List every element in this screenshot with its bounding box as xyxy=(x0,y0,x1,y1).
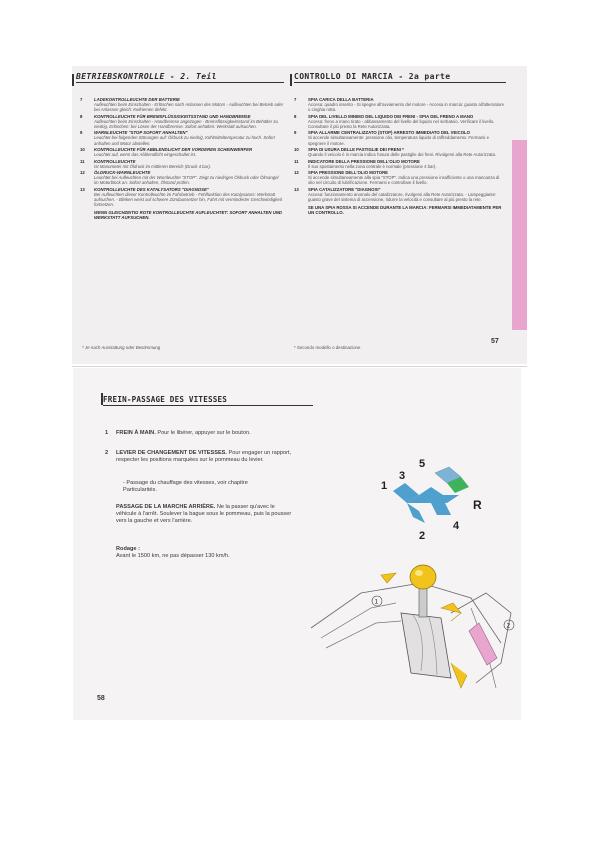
pink-section-tab xyxy=(512,140,527,330)
section-marche-arriere xyxy=(116,504,296,524)
left-column xyxy=(76,72,284,221)
item-heading: SPIA DI USURA DELLE PASTIGLIE DEI FRENI * xyxy=(308,147,404,153)
title-marker-left xyxy=(72,74,74,86)
item-heading: SPIA PRESSIONE DELL'OLIO MOTORE xyxy=(308,170,389,176)
list-item xyxy=(80,159,284,169)
list-item xyxy=(80,170,284,185)
item-number: 11 xyxy=(80,158,85,164)
item-body: Ist Manometer mit Öldruck im mittleren Bereich (Druck 4 bar). xyxy=(94,163,211,169)
list-item xyxy=(294,97,506,112)
gear-label-4: 4 xyxy=(453,520,460,532)
right-note: SE UNA SPIA ROSSA SI ACCENDE DURANTE LA MARCIA: FERMARSI IMMEDIATAMENTE PER UN CONTROLLO. xyxy=(308,205,502,216)
bottom-page xyxy=(73,368,521,720)
top-page xyxy=(72,66,527,364)
right-item-list xyxy=(294,97,506,202)
item-body: Si accende simultaneamente alla spia "STOP". Indica una pressione insufficiente o una mancanza di olio nel circuito di lubrificazione. Fermarsi e controllare il livello. xyxy=(308,175,500,186)
item-heading: ÖLDRUCK-WARNLEUCHTE xyxy=(94,170,151,176)
section-body: Pour engager un rapport, respecter les positions marquées sur le pommeau du levier. xyxy=(116,450,292,463)
item-number: 9 xyxy=(294,130,297,136)
right-section-title: CONTROLLO DI MARCIA - 2a parte xyxy=(294,72,506,83)
item-body: Il suo spostamento nella zona centrale è normale (pressione 4 bar). xyxy=(308,163,437,169)
item-body: Accesa: quadro inserito - Si spegne all'avviamento del motore - Accesa in marcia: guasto all'alternatore o cinghia rotta. xyxy=(308,102,505,113)
list-item xyxy=(80,130,284,145)
item-number: 10 xyxy=(80,147,85,153)
section-head: LEVIER DE CHANGEMENT DE VITESSES. xyxy=(116,450,227,456)
item-heading: WARNLEUCHTE "STOP SOFORT ANHALTEN" xyxy=(94,130,188,136)
left-footnote: * Je nach Ausstattung oder Bestimmung xyxy=(82,345,161,350)
item-heading: LADEKONTROLLEUCHTE DER BATTERIE xyxy=(94,97,180,102)
callout-1: 1 xyxy=(374,598,379,606)
list-item xyxy=(80,97,284,112)
gear-label-5: 5 xyxy=(419,458,426,470)
item-body: Quando il veicolo è in marcia indica l'usura delle pastiglie dei freni. Rivolgersi alla Rete Autorizzata. xyxy=(308,152,497,158)
left-note: WENN GLEICHZEITIG ROTE KONTROLLEUCHTE AUFLEUCHTET: SOFORT ANHALTEN UND WERKSTATT AUFSUCHEN. xyxy=(94,210,283,221)
section-levier: 2 LEVIER DE CHANGEMENT DE VITESSES. Pour engager un rapport, respecter les positions marquées sur le pommeau du levier. xyxy=(105,450,292,463)
gear-label-1: 1 xyxy=(381,480,388,492)
gear-label-2: 2 xyxy=(419,530,426,542)
list-item xyxy=(80,147,284,157)
item-number: 12 xyxy=(294,170,299,176)
gear-knob xyxy=(410,565,436,589)
right-footnote: * Secondo modello o destinazione xyxy=(294,345,361,350)
list-item xyxy=(80,114,284,129)
item-number: 7 xyxy=(80,97,83,102)
item-body: Leuchtet auf, wenn das Abblendlicht eingeschaltet ist. xyxy=(94,152,197,158)
section-body: Avant le 1500 km, ne pas dépasser 130 km/h. xyxy=(116,552,230,559)
item-number: 13 xyxy=(294,186,299,192)
gear-slot-4 xyxy=(431,503,451,515)
page-number-58: 58 xyxy=(97,695,105,702)
gear-slot-3 xyxy=(419,487,443,495)
list-item xyxy=(294,114,506,129)
item-body: Leuchtet bei folgenden Störungen auf: Öldruck zu niedrig, Kühlmitteltemperatur zu hoch. Sofort anhalten und Motor abstellen. xyxy=(94,135,275,146)
list-item xyxy=(294,147,506,157)
item-heading: SPIA DEL LIVELLO MINIMO DEL LIQUIDO DEI FRENI - SPIA DEL FRENO A MANO xyxy=(308,113,474,119)
bottom-section-title: FREIN-PASSAGE DES VITESSES xyxy=(103,395,313,406)
item-number: 9 xyxy=(80,130,83,136)
item-number: 7 xyxy=(294,97,297,102)
gear-boot xyxy=(401,613,451,678)
console-illustration xyxy=(301,553,521,720)
gear-label-r: R xyxy=(473,498,482,512)
item-number: 10 xyxy=(294,147,299,153)
item-body: Aufleuchten beim Einschalten - Erlöschen nach Anlassen des Motors - Aufleuchten bei Betrieb oder bei Anlassen gleich: Keilriemen defekt. xyxy=(94,102,284,113)
item-body: Si accende simultaneamente: pressione olio, temperatura liquido di raffreddamento. Fermarsi e spegnere il motore. xyxy=(308,135,489,146)
item-body: Accesa: funzionamento anomalo del catalizzatore, rivolgersi alla Rete Autorizzata. - Lampeggiante: guasto grave del sistema di accensione, ridurre la velocità e consultare al più presto la rete. xyxy=(308,191,497,203)
section-head: Rodage : xyxy=(116,546,140,552)
item-body: Aufleuchten beim Einschalten - Handbremse angezogen - Bremsflüssigkeitsstand im Behälter zu niedrig. Erlöschen: bei Lösen der Handbremse. Sofort anhalten: Werkstatt aufsuchen. xyxy=(94,118,278,129)
item-number: 12 xyxy=(80,170,85,176)
page-divider xyxy=(72,366,527,367)
item-heading: KONTROLLEUCHTE DES KATALYSATORS "DIAGNOSE" xyxy=(94,186,209,192)
left-item-list xyxy=(76,97,284,207)
item-number: 8 xyxy=(294,113,297,119)
item-number: 13 xyxy=(80,186,85,192)
list-item xyxy=(294,170,506,185)
handbrake-button xyxy=(469,623,497,665)
section-body: Pour le libérer, appuyer sur le bouton. xyxy=(157,430,251,436)
gear-slot-2 xyxy=(407,503,425,523)
list-item xyxy=(294,130,506,145)
item-heading: SPIA CARICA DELLA BATTERIA xyxy=(308,97,374,102)
left-section-title: BETRIEBSKONTROLLE - 2. Teil xyxy=(76,72,284,83)
title-marker-right xyxy=(290,74,292,86)
section-body: - Passage du chauffage des vitesses, voir chapitre Particularités. xyxy=(123,480,248,493)
list-item xyxy=(294,159,506,169)
gear-pattern-diagram xyxy=(373,443,503,563)
section-rodage xyxy=(116,546,296,560)
item-body: Bei Aufleuchten dieser Kontrolleuchte im Fahrbetrieb - Fehlfunktion des Katalysators: Werkstatt aufsuchen. - Blinken weist auf schwere Zündaussetzer hin, Fahrt mit verminderter Geschwindigkeit fortsetzen. xyxy=(94,191,282,208)
section-body: Ne la passer qu'avec le véhicule à l'arrêt. Soulever la bague sous le pommeau, puis la pousser vers la gauche et vers l'arrière. xyxy=(116,504,292,524)
item-heading: KONTROLLEUCHTE FÜR ABBLENDLICHT DER VORDEREN SCHEINWERFER xyxy=(94,147,253,153)
item-heading: INDICATORE DELLA PRESSIONE DELL'OLIO MOTORE xyxy=(308,158,420,164)
item-number: 11 xyxy=(294,158,299,164)
item-heading: KONTROLLEUCHTE FÜR BREMSFLÜSSIGKEITSSTAND UND HANDBREMSE xyxy=(94,113,251,119)
callout-2: 2 xyxy=(506,622,511,630)
item-number: 8 xyxy=(80,113,83,119)
item-body: Accesa: freno a mano tirato - abbassamento del livello del liquido nel serbatoio. Verificare il livello. Consultare il più presto la Rete Autorizzata. xyxy=(308,118,495,129)
item-heading: SPIA ALLARME CENTRALIZZATO (STOP) ARRESTO IMMEDIATO DEL VEICOLO xyxy=(308,130,471,136)
item-heading: KONTROLLEUCHTE xyxy=(94,158,136,164)
page-number-57: 57 xyxy=(491,338,499,345)
right-column xyxy=(294,72,506,216)
item-heading: SPIA CATALIZZATORE "DIAGNOSI" xyxy=(308,186,381,192)
section-head: FREIN À MAIN. xyxy=(116,430,156,436)
list-item xyxy=(80,187,284,207)
gear-label-3: 3 xyxy=(399,470,406,482)
list-item xyxy=(294,187,506,202)
arrow-icon xyxy=(381,573,396,583)
section-head: PASSAGE DE LA MARCHE ARRIÈRE. xyxy=(116,504,216,510)
section-chauffage-note xyxy=(123,480,283,494)
section-frein-a-main: 1 FREIN À MAIN. Pour le libérer, appuyer sur le bouton. xyxy=(105,430,251,436)
item-body: Leuchtet bei Aufleuchten mit der Warnleuchte "STOP". Zeigt zu niedrigen Öldruck oder Ölmangel im Motorblock an. Sofort anhalten, Ölstand prüfen. xyxy=(94,175,279,186)
